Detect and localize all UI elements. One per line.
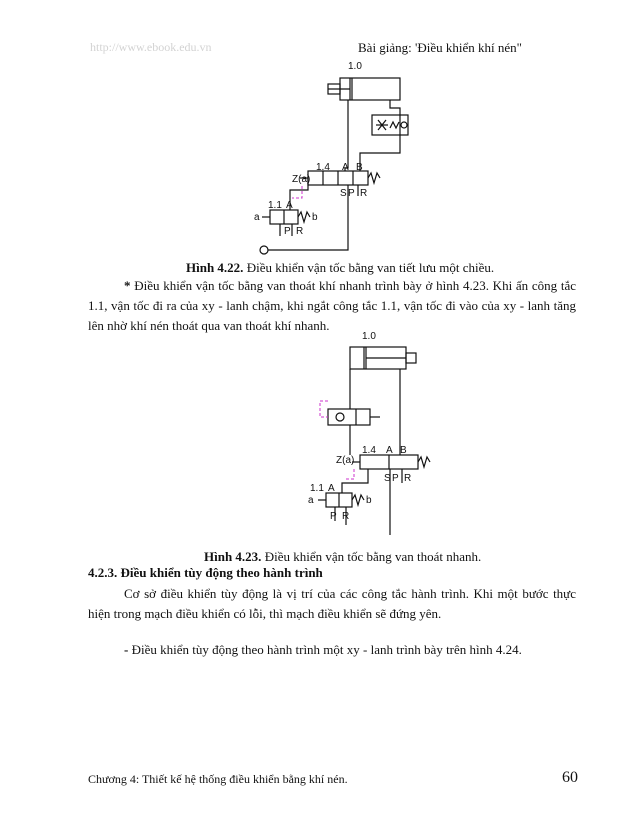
paragraph-text: Điều khiển vận tốc bằng van thoát khí nhanh trình bày ở hình 4.23. Khi ấn công tắc 1.1, vận tốc đi ra của xy - lanh chậm, khi ngắt công tắc 1.1, vận tốc đi vào của xy - lanh tăng lên nhờ khí nén thoát qua van thoát khí nhanh.: [88, 278, 576, 333]
label-port-r: R: [360, 188, 368, 199]
label-z: Z(a): [336, 455, 355, 466]
label-cylinder: 1.0: [348, 61, 362, 72]
section-bullet: [88, 640, 576, 660]
header-title: Bài giảng: 'Điều khiển khí nén": [358, 40, 522, 55]
label-port-s: S: [340, 188, 347, 199]
label-pilot-b: b: [366, 495, 372, 506]
label-port-b: B: [356, 162, 363, 173]
figure-4-23-caption: [204, 549, 481, 565]
label-port-a: A: [342, 162, 349, 173]
figure-4-22-diagram: [240, 58, 440, 263]
footer-chapter: Chương 4: Thiết kế hệ thống điều khiển bằng khí nén.: [88, 772, 348, 786]
label-port-b: B: [400, 445, 407, 456]
star-mark: *: [124, 278, 135, 293]
label-port-s: S: [384, 473, 391, 484]
label-port-p: P: [392, 473, 399, 484]
bullet-mark: -: [124, 642, 132, 657]
page-number: 60: [562, 769, 578, 786]
label-port-a: A: [386, 445, 393, 456]
label-valve-11: 1.1: [310, 483, 324, 494]
bullet-text: Điều khiển tùy động theo hành trình một xy - lanh trình bày trên hình 4.24.: [131, 642, 522, 657]
figure-4-23-diagram: [290, 325, 460, 550]
label-valve-a: A: [286, 200, 293, 211]
label-port-r: R: [404, 473, 412, 484]
label-cylinder: 1.0: [362, 331, 376, 342]
label-valve-p: P: [330, 511, 337, 522]
label-14: 1.4: [362, 445, 376, 456]
section-heading: 4.2.3. Điều khiển tùy động theo hành trình: [88, 565, 323, 580]
cylinder-cap: [406, 353, 416, 363]
label-pilot-b: b: [312, 212, 318, 223]
label-pilot-a: a: [254, 212, 260, 223]
label-valve-11: 1.1: [268, 200, 282, 211]
label-valve-p: P: [284, 226, 291, 237]
caption-text: Điều khiển vận tốc bằng van thoát nhanh.: [261, 549, 482, 564]
label-valve-r: R: [342, 511, 350, 522]
figure-4-22-caption: [186, 260, 494, 276]
caption-text: Điều khiển vận tốc bằng van tiết lưu một chiều.: [243, 260, 495, 275]
label-z: Z(a): [292, 174, 311, 185]
header-url: http://www.ebook.edu.vn: [90, 40, 212, 54]
label-port-p: P: [348, 188, 355, 199]
caption-number: Hình 4.23.: [204, 549, 262, 564]
label-valve-r: R: [296, 226, 304, 237]
caption-number: Hình 4.22.: [186, 260, 244, 275]
label-14: 1.4: [316, 162, 330, 173]
supply-source: [260, 246, 268, 254]
quick-exhaust-valve: [328, 409, 370, 425]
section-paragraph: Cơ sở điều khiển tùy động là vị trí của các công tắc hành trình. Khi một bước thực hiện trong mạch điều khiển có lỗi, thì mạch điều khiển sẽ đứng yên.: [88, 586, 576, 621]
label-pilot-a: a: [308, 495, 314, 506]
label-valve-a: A: [328, 483, 335, 494]
